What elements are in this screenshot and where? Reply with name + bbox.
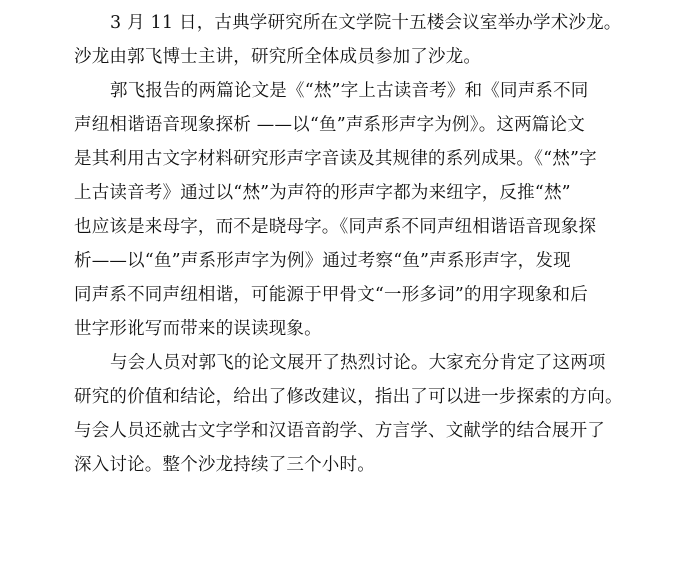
paragraph-line: 也应该是来母字，而不是晓母字。《同声系不同声纽相谐语音现象探 [74,217,597,237]
paragraph-line: 上古读音考》通过以“㷊”为声符的形声字都为来纽字，反推“㷊” [74,183,571,203]
paragraph-line: 声纽相谐语音现象探析 ——以“鱼”声系形声字为例》。这两篇论文 [74,115,585,135]
article-body [74,6,623,482]
paragraph-line: 是其利用古文字材料研究形声字音读及其规律的系列成果。《“㷊”字 [74,149,597,169]
paragraph-line: 与会人员对郭飞的论文展开了热烈讨论。大家充分肯定了这两项 [110,353,606,373]
paragraph-line: 世字形讹写而带来的误读现象。 [74,319,322,339]
paragraph-line: 同声系不同声纽相谐，可能源于甲骨文“一形多词”的用字现象和后 [74,285,588,305]
paragraph-line: 沙龙由郭飞博士主讲，研究所全体成员参加了沙龙。 [74,47,482,67]
paragraph-1 [74,6,622,74]
paragraph-line: 3 月 11 日，古典学研究所在文学院十五楼会议室举办学术沙龙。 [110,13,622,33]
paragraph-3 [74,346,623,482]
paragraph-line: 析——以“鱼”声系形声字为例》通过考察“鱼”声系形声字，发现 [74,251,571,271]
paragraph-line: 郭飞报告的两篇论文是《“㷊”字上古读音考》和《同声系不同 [110,81,589,101]
paragraph-line: 与会人员还就古文字学和汉语音韵学、方言学、文献学的结合展开了 [74,421,605,441]
paragraph-2 [74,74,604,346]
paragraph-line: 研究的价值和结论，给出了修改建议，指出了可以进一步探索的方向。 [74,387,623,407]
paragraph-line: 深入讨论。整个沙龙持续了三个小时。 [74,455,375,475]
